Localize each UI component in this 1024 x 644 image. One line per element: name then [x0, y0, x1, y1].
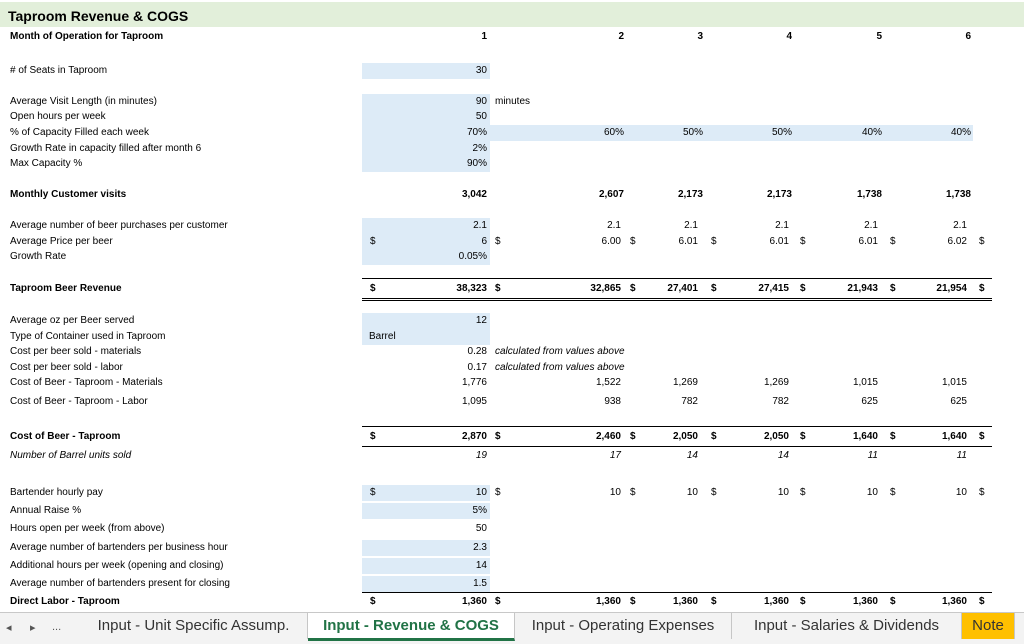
input-cell-bg — [362, 540, 490, 556]
input-cell-bg — [362, 503, 490, 519]
row-label: Hours open per week (from above) — [10, 523, 165, 534]
row-label: Average Visit Length (in minutes) — [10, 96, 157, 107]
pay-cell[interactable]: 10 — [777, 487, 789, 498]
sheet-title: Taproom Revenue & COGS — [8, 8, 189, 24]
total-border — [362, 298, 992, 299]
tab-salaries-dividends[interactable]: Input - Salaries & Dividends — [732, 613, 962, 639]
currency-symbol: $ — [630, 431, 636, 442]
labor-cell[interactable]: 1,360 — [595, 596, 621, 607]
open-hours-value[interactable]: 50 — [475, 111, 487, 122]
visits-cell[interactable]: 2,173 — [677, 189, 703, 200]
price-cell[interactable]: 6.00 — [601, 236, 621, 247]
cob-total-cell[interactable]: 2,460 — [595, 431, 621, 442]
cob-labor-cell[interactable]: 782 — [681, 396, 698, 407]
max-capacity-value[interactable]: 90% — [466, 158, 487, 169]
input-cell-bg — [362, 576, 490, 592]
currency-symbol: $ — [370, 236, 376, 247]
additional-hours-value[interactable]: 14 — [475, 560, 487, 571]
tab-operating-expenses[interactable]: Input - Operating Expenses — [515, 613, 732, 639]
month-cell[interactable]: 6 — [965, 31, 971, 42]
growth-rate-row — [0, 248, 1024, 266]
month-header-row — [0, 28, 1024, 46]
visits-cell[interactable]: 2,607 — [598, 189, 624, 200]
month-cell[interactable]: 2 — [618, 31, 624, 42]
currency-symbol: $ — [630, 283, 636, 294]
sheet-tab-bar — [0, 612, 1024, 644]
revenue-cell[interactable]: 38,323 — [456, 283, 487, 294]
cob-materials-cell[interactable]: 1,776 — [461, 377, 487, 388]
currency-symbol: $ — [711, 431, 717, 442]
labor-cell[interactable]: 1,360 — [461, 596, 487, 607]
currency-symbol: $ — [800, 596, 806, 607]
unit-label: minutes — [495, 96, 531, 107]
revenue-cell[interactable]: 27,415 — [758, 283, 789, 294]
row-label: Cost of Beer - Taproom - Labor — [10, 396, 148, 407]
currency-symbol: $ — [800, 431, 806, 442]
more-tabs-icon[interactable]: ... — [52, 621, 62, 633]
barrel-cell[interactable]: 14 — [777, 450, 789, 461]
beer-revenue-row — [0, 280, 1024, 298]
currency-symbol: $ — [630, 596, 636, 607]
purchases-cell[interactable]: 2.1 — [864, 220, 878, 231]
input-cell-bg — [362, 218, 490, 234]
currency-symbol: $ — [979, 431, 985, 442]
barrel-cell[interactable]: 11 — [867, 450, 878, 461]
tab-unit-specific-assump[interactable]: Input - Unit Specific Assump. — [80, 613, 308, 639]
growth-rate-value[interactable]: 0.05% — [458, 251, 487, 262]
avg-bartenders-value[interactable]: 2.3 — [473, 542, 487, 553]
tab-note[interactable]: Note — [962, 613, 1015, 639]
cob-total-cell[interactable]: 2,050 — [672, 431, 698, 442]
currency-symbol: $ — [979, 283, 985, 294]
total-border — [362, 426, 992, 427]
capacity-cell[interactable]: 40% — [861, 127, 882, 138]
visits-cell[interactable]: 2,173 — [766, 189, 792, 200]
pay-cell[interactable]: 10 — [475, 487, 487, 498]
month-cell[interactable]: 1 — [481, 31, 487, 42]
cob-labor-cell[interactable]: 1,095 — [461, 396, 487, 407]
tab-revenue-cogs[interactable]: Input - Revenue & COGS — [308, 613, 515, 641]
annual-raise-row — [0, 502, 1024, 520]
cob-labor-cell[interactable]: 782 — [772, 396, 789, 407]
currency-symbol: $ — [979, 487, 985, 498]
row-label: Max Capacity % — [10, 158, 83, 169]
row-label: Growth Rate in capacity filled after month 6 — [10, 143, 202, 154]
currency-symbol: $ — [711, 596, 717, 607]
row-label: Month of Operation for Taproom — [10, 31, 164, 42]
cob-materials-cell[interactable]: 1,522 — [595, 377, 621, 388]
capacity-cell[interactable]: 70% — [466, 127, 487, 138]
seats-row — [0, 62, 1024, 80]
row-label: Cost of Beer - Taproom - Materials — [10, 377, 163, 388]
purchases-cell[interactable]: 2.1 — [775, 220, 789, 231]
purchases-cell[interactable]: 2.1 — [473, 220, 487, 231]
currency-symbol: $ — [370, 596, 376, 607]
pay-cell[interactable]: 10 — [609, 487, 621, 498]
cob-total-cell[interactable]: 1,640 — [941, 431, 967, 442]
currency-symbol: $ — [495, 236, 501, 247]
row-label: Annual Raise % — [10, 505, 82, 516]
currency-symbol: $ — [711, 487, 717, 498]
scroll-right-icon[interactable]: ▸ — [30, 622, 36, 634]
input-cell-bg — [490, 125, 973, 141]
currency-symbol: $ — [630, 236, 636, 247]
currency-symbol: $ — [890, 487, 896, 498]
currency-symbol: $ — [890, 596, 896, 607]
cob-labor-cell[interactable]: 938 — [604, 396, 621, 407]
row-label: Direct Labor - Taproom — [10, 596, 120, 607]
bartender-pay-row — [0, 484, 1024, 502]
raise-value[interactable]: 5% — [472, 505, 487, 516]
direct-labor-row — [0, 593, 1024, 611]
revenue-cell[interactable]: 27,401 — [667, 283, 698, 294]
container-value[interactable]: Barrel — [369, 331, 396, 342]
cob-materials-cell[interactable]: 1,269 — [763, 377, 789, 388]
cob-materials-cell[interactable]: 1,015 — [852, 377, 878, 388]
price-cell[interactable]: 6.02 — [947, 236, 967, 247]
currency-symbol: $ — [370, 283, 376, 294]
row-label: Average number of beer purchases per customer — [10, 220, 228, 231]
row-label: Average oz per Beer served — [10, 315, 135, 326]
scroll-left-icon[interactable]: ◂ — [6, 622, 12, 634]
hours-open-value[interactable]: 50 — [475, 523, 487, 534]
purchases-cell[interactable]: 2.1 — [607, 220, 621, 231]
row-label: Cost per beer sold - labor — [10, 362, 123, 373]
cob-materials-row — [0, 374, 1024, 392]
pay-cell[interactable]: 10 — [866, 487, 878, 498]
currency-symbol: $ — [495, 596, 501, 607]
purchases-cell[interactable]: 2.1 — [953, 220, 967, 231]
total-border — [362, 278, 992, 279]
row-label: Additional hours per week (opening and closing) — [10, 560, 224, 571]
currency-symbol: $ — [890, 236, 896, 247]
currency-symbol: $ — [495, 431, 501, 442]
cob-total-cell[interactable]: 2,870 — [461, 431, 487, 442]
month-cell[interactable]: 5 — [876, 31, 882, 42]
closing-bartenders-row — [0, 575, 1024, 593]
cob-total-cell[interactable]: 1,640 — [852, 431, 878, 442]
currency-symbol: $ — [979, 236, 985, 247]
revenue-cell[interactable]: 32,865 — [590, 283, 621, 294]
cob-total-cell[interactable]: 2,050 — [763, 431, 789, 442]
currency-symbol: $ — [890, 283, 896, 294]
pay-cell[interactable]: 10 — [955, 487, 967, 498]
customer-visits-row — [0, 186, 1024, 204]
revenue-cell[interactable]: 21,954 — [936, 283, 967, 294]
currency-symbol: $ — [979, 596, 985, 607]
max-capacity-row — [0, 155, 1024, 173]
title-bar — [0, 2, 1024, 27]
total-border — [362, 300, 992, 301]
currency-symbol: $ — [630, 487, 636, 498]
cost-materials-value[interactable]: 0.28 — [467, 346, 487, 357]
row-label: Cost per beer sold - materials — [10, 346, 142, 357]
revenue-cell[interactable]: 21,943 — [847, 283, 878, 294]
row-label: # of Seats in Taproom — [10, 65, 108, 76]
row-label: Open hours per week — [10, 111, 106, 122]
growth-capacity-value[interactable]: 2% — [472, 143, 487, 154]
price-cell[interactable]: 6 — [481, 236, 487, 247]
cost-labor-value[interactable]: 0.17 — [467, 362, 487, 373]
currency-symbol: $ — [370, 431, 376, 442]
currency-symbol: $ — [890, 431, 896, 442]
month-cell[interactable]: 4 — [786, 31, 792, 42]
visits-cell[interactable]: 1,738 — [945, 189, 971, 200]
purchases-cell[interactable]: 2.1 — [684, 220, 698, 231]
capacity-cell[interactable]: 50% — [771, 127, 792, 138]
input-cell-bg — [362, 63, 490, 79]
price-cell[interactable]: 6.01 — [678, 236, 698, 247]
capacity-cell[interactable]: 60% — [603, 127, 624, 138]
price-cell[interactable]: 6.01 — [769, 236, 789, 247]
avg-bartenders-row — [0, 539, 1024, 557]
row-label: Growth Rate — [10, 251, 67, 262]
currency-symbol: $ — [800, 487, 806, 498]
row-label: Cost of Beer - Taproom — [10, 431, 121, 442]
calc-note: calculated from values above — [495, 346, 625, 357]
barrel-cell[interactable]: 14 — [686, 450, 698, 461]
input-cell-bg — [362, 485, 490, 501]
seats-value[interactable]: 30 — [475, 65, 487, 76]
cob-labor-cell[interactable]: 625 — [950, 396, 967, 407]
barrel-units-row — [0, 447, 1024, 465]
currency-symbol: $ — [370, 487, 376, 498]
visits-cell[interactable]: 3,042 — [461, 189, 487, 200]
calc-note: calculated from values above — [495, 362, 625, 373]
row-label: Average Price per beer — [10, 236, 113, 247]
input-cell-bg — [362, 558, 490, 574]
currency-symbol: $ — [800, 236, 806, 247]
currency-symbol: $ — [711, 283, 717, 294]
currency-symbol: $ — [711, 236, 717, 247]
visit-length-value[interactable]: 90 — [475, 96, 487, 107]
labor-cell[interactable]: 1,360 — [763, 596, 789, 607]
month-cell[interactable]: 3 — [697, 31, 703, 42]
currency-symbol: $ — [495, 283, 501, 294]
barrel-cell[interactable]: 11 — [956, 450, 967, 461]
row-label: Number of Barrel units sold — [10, 450, 132, 461]
labor-cell[interactable]: 1,360 — [672, 596, 698, 607]
barrel-cell[interactable]: 17 — [609, 450, 621, 461]
hours-open-row — [0, 520, 1024, 538]
labor-cell[interactable]: 1,360 — [852, 596, 878, 607]
capacity-cell[interactable]: 40% — [950, 127, 971, 138]
row-label: Bartender hourly pay — [10, 487, 103, 498]
cob-materials-cell[interactable]: 1,269 — [672, 377, 698, 388]
price-cell[interactable]: 6.01 — [858, 236, 878, 247]
row-label: Type of Container used in Taproom — [10, 331, 166, 342]
row-label: Average number of bartenders per business hour — [10, 542, 228, 553]
visits-cell[interactable]: 1,738 — [856, 189, 882, 200]
cob-materials-cell[interactable]: 1,015 — [941, 377, 967, 388]
row-label: Average number of bartenders present for closing — [10, 578, 230, 589]
capacity-cell[interactable]: 50% — [682, 127, 703, 138]
labor-cell[interactable]: 1,360 — [941, 596, 967, 607]
cob-labor-cell[interactable]: 625 — [861, 396, 878, 407]
row-label: % of Capacity Filled each week — [10, 127, 149, 138]
row-label: Taproom Beer Revenue — [10, 283, 122, 294]
pay-cell[interactable]: 10 — [686, 487, 698, 498]
input-cell-bg — [362, 109, 490, 125]
cob-labor-row — [0, 393, 1024, 411]
oz-value[interactable]: 12 — [475, 315, 487, 326]
currency-symbol: $ — [800, 283, 806, 294]
additional-hours-row — [0, 557, 1024, 575]
closing-bartenders-value[interactable]: 1.5 — [473, 578, 487, 589]
currency-symbol: $ — [495, 487, 501, 498]
input-cell-bg — [362, 313, 490, 329]
cob-total-row — [0, 428, 1024, 446]
barrel-cell[interactable]: 19 — [475, 450, 487, 461]
row-label: Monthly Customer visits — [10, 189, 127, 200]
